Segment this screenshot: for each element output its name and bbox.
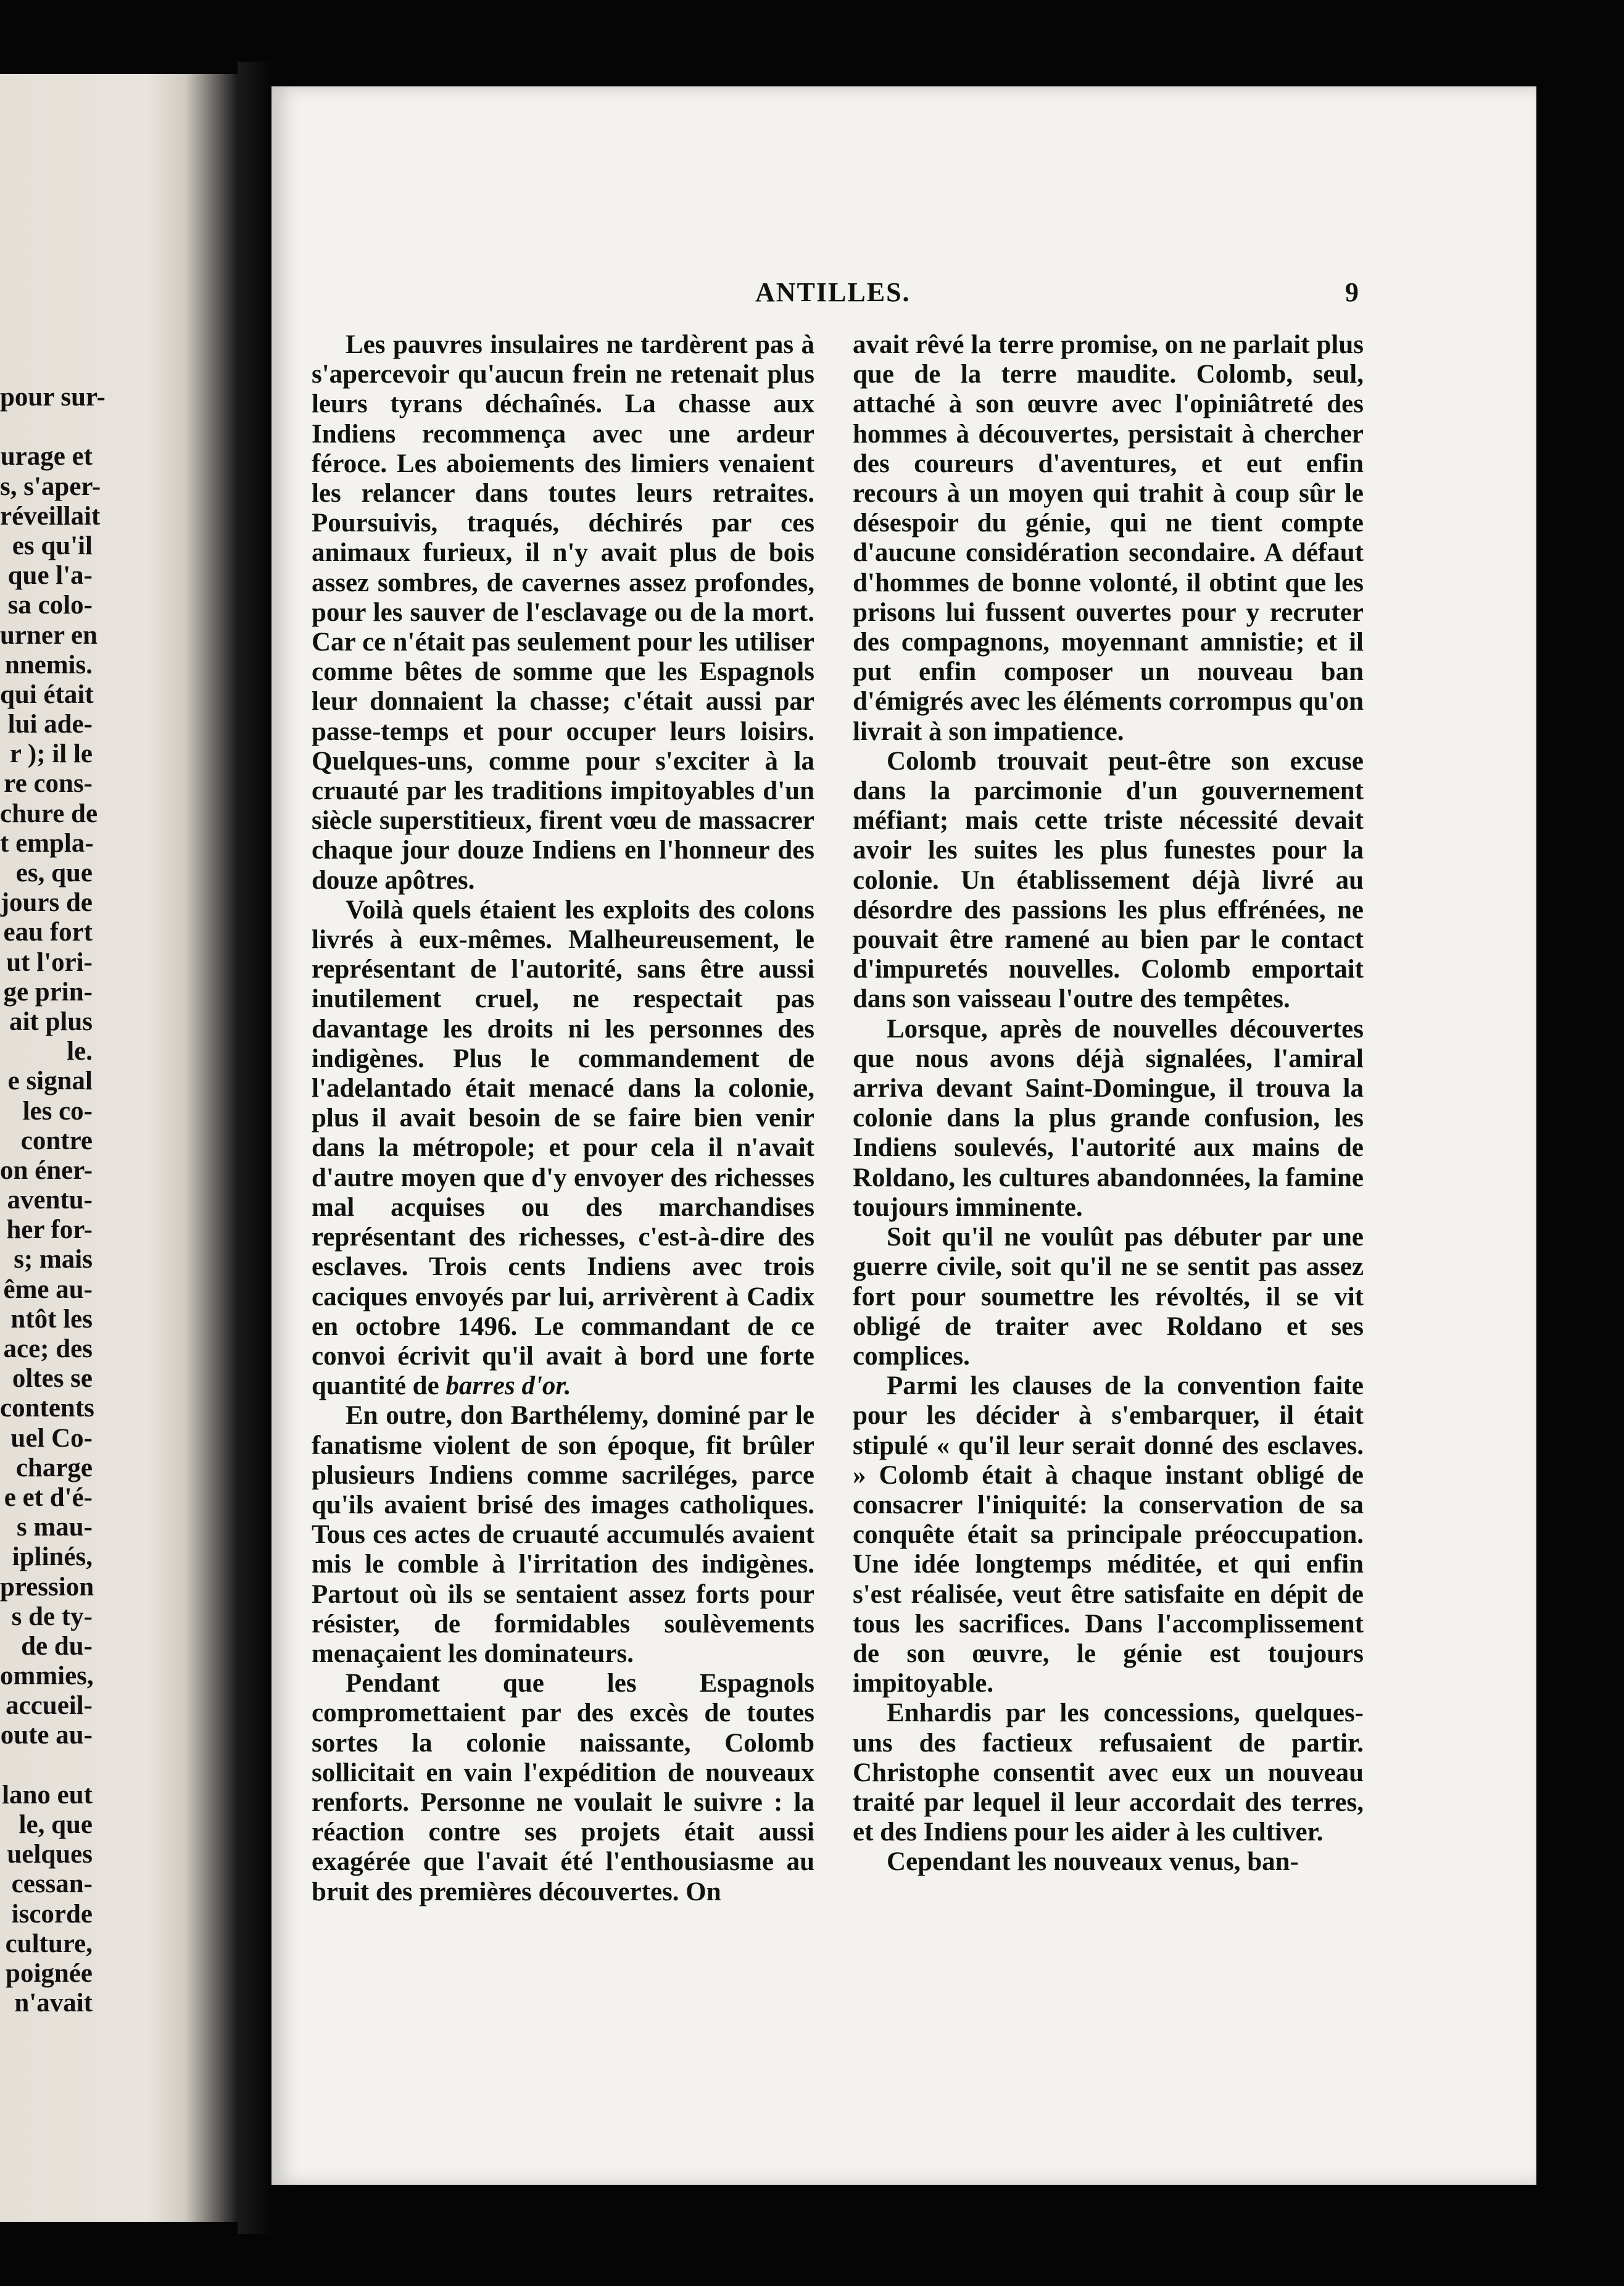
left-page-fragment: nnemis.: [4, 650, 93, 680]
left-page-fragment: ommies,: [0, 1661, 94, 1691]
left-page-fragment: re cons-: [4, 769, 93, 799]
left-page-fragment: ace; des: [3, 1334, 93, 1363]
left-page-fragment: charge: [15, 1453, 93, 1482]
running-title: ANTILLES.: [755, 277, 911, 307]
left-page-fragment: ut l'ori-: [6, 947, 93, 977]
left-page-fragment: poignée: [6, 1958, 93, 1988]
left-page-fragment: iplinés,: [12, 1542, 93, 1572]
left-page-fragment: le, que: [19, 1810, 93, 1839]
left-page-fragment: [0, 1751, 93, 1781]
left-page-fragment: uelques: [7, 1840, 93, 1869]
left-page-fragment: urage et: [0, 442, 93, 472]
left-page-fragment: r ); il le: [9, 739, 93, 769]
left-page-fragment: s; mais: [14, 1245, 93, 1274]
left-page-fragment: ême au-: [3, 1274, 93, 1304]
left-page-fragment: les co-: [22, 1096, 93, 1126]
left-page-fragment: iscorde: [11, 1899, 93, 1929]
left-page-fragment: le.: [67, 1037, 93, 1066]
paragraph: Colomb trouvait peut-être son excuse dans la parcimonie d'un gouvernement méfiant; mais cette triste nécessité devait avoir les suites les plus funestes pour la colonie. Un établissement déjà livré au désordre des passions les plus effrénées, ne pouvait être ramené au bien par le contact d'impuretés nouvelles. Colomb emportait dans son vaisseau l'outre des tempêtes.: [853, 746, 1364, 1014]
left-page-fragment: ge prin-: [3, 977, 93, 1007]
left-page-fragment: oute au-: [0, 1721, 93, 1750]
paragraph: Cependant les nouveaux venus, ban-: [887, 1847, 1299, 1877]
page-number: 9: [1345, 277, 1360, 307]
left-page-fragment: oltes se: [12, 1364, 93, 1394]
left-page-fragment: ntôt les: [10, 1304, 93, 1334]
book-gutter: [238, 62, 271, 2234]
paragraph: Enhardis par les concessions, quelques-uns des factieux refusaient de partir. Christophe consentit avec eux un nouveau traité par lequel il leur accordait des terres, et des Indiens pour les aider à les cultiver.: [853, 1698, 1364, 1847]
left-page-fragment: de du-: [21, 1631, 93, 1661]
paragraph: Soit qu'il ne voulût pas débuter par une guerre civile, soit qu'il ne se sentit pas assez fort pour soumettre les révoltés, il se vit obligé de traiter avec Roldano et ses complices.: [853, 1223, 1364, 1371]
left-page-fragments: [0, 383, 106, 2018]
left-page-fragment: réveillait: [0, 501, 101, 531]
left-page-fragment: [0, 412, 93, 442]
left-page-fragment: her for-: [6, 1215, 93, 1245]
left-page-fragment: t empla-: [0, 828, 94, 858]
left-page-fragment: pression: [0, 1572, 94, 1602]
left-page-fragment: qui était: [0, 680, 94, 709]
left-page-fragment: sa colo-: [7, 591, 93, 620]
left-page-fragment: uel Co-: [10, 1423, 93, 1453]
left-page-edge: [0, 74, 238, 2222]
paragraph: Lorsque, après de nouvelles découvertes que nous avons déjà signalées, l'amiral arriva devant Saint-Domingue, il trouva la colonie dans la plus grande confusion, les Indiens soulevés, l'autorité aux mains de Roldano, les cultures abandonnées, la famine toujours imminente.: [853, 1014, 1364, 1222]
left-page-fragment: contents: [0, 1394, 94, 1423]
paragraph: Parmi les clauses de la convention faite pour les décider à s'embarquer, il était stipulé « qu'il leur serait donné des esclaves. » Colomb était à chaque instant obligé de consacrer l'iniquité: la conservation de sa conquête était sa principale préoccupation. Une idée longtemps méditée, et qui enfin s'est réalisée, veut être satisfaite en dépit de tous les sacrifices. Dans l'accomplissement de son œuvre, le génie est toujours impitoyable.: [853, 1371, 1364, 1698]
left-page-fragment: contre: [20, 1126, 93, 1155]
left-page-fragment: chure de: [0, 799, 98, 828]
text-column-right: [853, 330, 1364, 1877]
paragraph: avait rêvé la terre promise, on ne parlait plus que de la terre maudite. Colomb, seul, attaché à son œuvre avec l'opiniâtreté des hommes à découvertes, persistait à chercher des coureurs d'aventures, et eut enfin recours à un moyen qui trahit à coup sûr le désespoir du génie, qui ne tient compte d'aucune considération secondaire. A défaut d'hommes de bonne volonté, il obtint que les prisons lui fussent ouvertes pour y recruter des compagnons, moyennant amnistie; et il put enfin composer un nouveau ban d'émigrés avec les éléments corrompus qu'on livrait à son impatience.: [853, 330, 1364, 746]
left-page-fragment: cessan-: [11, 1869, 93, 1899]
left-page-fragment: lano eut: [2, 1780, 93, 1810]
paragraph: Pendant que les Espagnols compromettaient par des excès de toutes sortes la colonie naissante, Colomb sollicitait en vain l'expédition de nouveaux renforts. Personne ne voulait le suivre : la réaction contre ses projets était aussi exagérée que l'avait été l'enthousiasme au bruit des premières découvertes. On: [312, 1669, 814, 1906]
left-page-fragment: n'avait: [14, 1989, 93, 2018]
text-column-left: [312, 330, 814, 1907]
left-page-fragment: culture,: [5, 1929, 93, 1958]
paragraph: En outre, don Barthélemy, dominé par le fanatisme violent de son époque, fit brûler plusieurs Indiens comme sacriléges, parce qu'ils avaient brisé des images catholiques. Tous ces actes de cruauté accumulés avaient mis le comble à l'irritation des indigènes. Partout où ils se sentaient assez forts pour résister, de formidables soulèvements menaçaient les dominateurs.: [312, 1401, 814, 1668]
italic-phrase: barres d'or.: [445, 1371, 571, 1401]
left-page-fragment: s mau-: [16, 1513, 93, 1542]
left-page-fragment: pour sur-: [0, 383, 106, 412]
left-page-fragment: es, que: [15, 858, 93, 887]
left-page-fragment: aventu-: [7, 1186, 93, 1215]
left-page-fragment: es qu'il: [12, 531, 93, 560]
left-page-fragment: e et d'é-: [4, 1482, 93, 1512]
left-page-fragment: jours de: [0, 888, 93, 918]
left-page-fragment: urner en: [0, 620, 98, 650]
left-page-fragment: eau fort: [3, 918, 93, 947]
left-page-fragment: on éner-: [0, 1155, 93, 1185]
left-page-fragment: accueil-: [6, 1691, 93, 1721]
paragraph: Voilà quels étaient les exploits des colons livrés à eux-mêmes. Malheureusement, le représentant de l'autorité, sans être aussi inutilement cruel, ne respectait pas davantage les droits ni les personnes des indigènes. Plus le commandement de l'adelantado était menacé dans la colonie, plus il avait besoin de se faire bien venir dans la métropole; et pour cela il n'avait d'autre moyen que d'y envoyer des richesses mal acquises ou des marchandises représentant des richesses, c'est-à-dire des esclaves. Trois cents Indiens avec trois caciques envoyés par lui, arrivèrent à Cadix en octobre 1496. Le commandant de ce convoi écrivit qu'il avait à bord une forte quantité de barres d'or.: [312, 895, 814, 1401]
left-page-fragment: s, s'aper-: [0, 472, 101, 501]
paragraph: Les pauvres insulaires ne tardèrent pas à s'apercevoir qu'aucun frein ne retenait plus leurs tyrans déchaînés. La chasse aux Indiens recommença avec une ardeur féroce. Les aboiements des limiers venaient les relancer dans toutes leurs retraites. Poursuivis, traqués, déchirés par ces animaux furieux, il n'y avait plus de bois assez sombres, de cavernes assez profondes, pour les sauver de l'esclavage ou de la mort. Car ce n'était pas seulement pour les utiliser comme bêtes de somme que les Espagnols leur donnaient la chasse; c'était aussi par passe-temps et pour occuper leurs loisirs. Quelques-uns, comme pour s'exciter à la cruauté par les traditions impitoyables d'un siècle superstitieux, firent vœu de massacrer chaque jour douze Indiens en l'honneur des douze apôtres.: [312, 330, 814, 895]
left-page-fragment: ait plus: [9, 1007, 93, 1036]
left-page-fragment: que l'a-: [7, 561, 93, 591]
left-page-fragment: e signal: [7, 1066, 93, 1096]
left-page-fragment: s de ty-: [11, 1602, 93, 1631]
left-page-fragment: lui ade-: [7, 710, 93, 739]
